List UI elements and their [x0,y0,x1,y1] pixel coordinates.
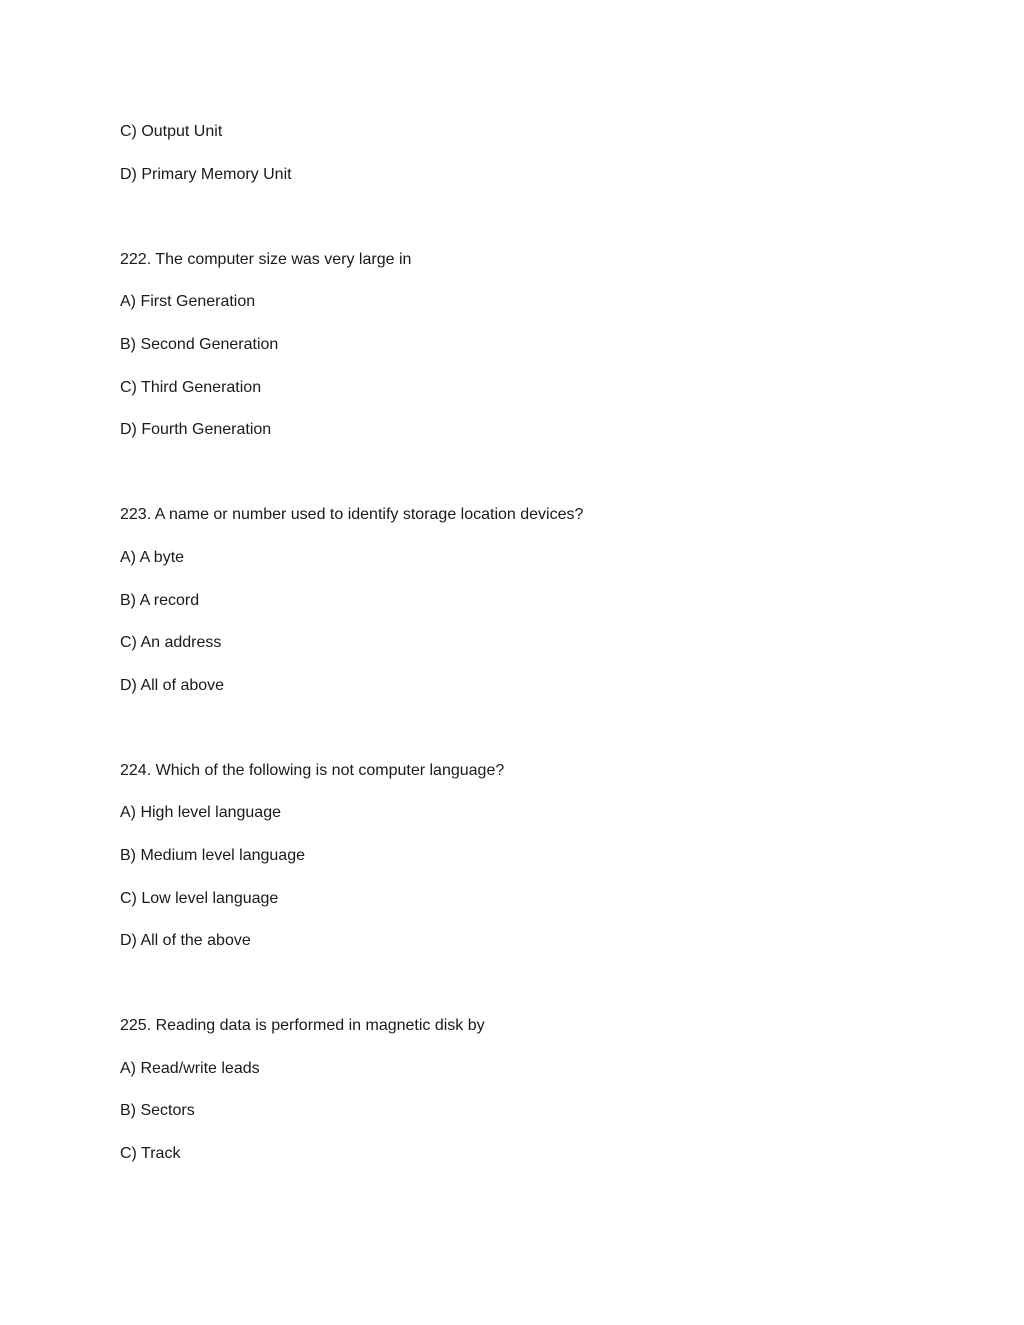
question-text: 224. Which of the following is not computer language? [120,762,505,779]
option-text: A) A byte [120,549,185,566]
option-text: C) Low level language [120,890,279,907]
option-text: A) High level language [120,804,281,821]
option-text: C) Third Generation [120,379,262,396]
option-text: B) Sectors [120,1102,195,1119]
option-text: D) All of above [120,677,225,694]
option-text: D) Fourth Generation [120,421,272,438]
option-text: B) Second Generation [120,336,279,353]
option-text: B) A record [120,592,200,609]
question-text: 225. Reading data is performed in magnetic disk by [120,1017,485,1034]
option-text: A) First Generation [120,293,256,310]
option-text: D) All of the above [120,932,251,949]
option-text: D) Primary Memory Unit [120,166,292,183]
option-text: C) Track [120,1145,181,1162]
option-text: A) Read/write leads [120,1060,260,1077]
option-text: C) An address [120,634,222,651]
option-text: C) Output Unit [120,123,223,140]
option-text: B) Medium level language [120,847,305,864]
question-text: 223. A name or number used to identify storage location devices? [120,506,584,523]
question-text: 222. The computer size was very large in [120,251,412,268]
